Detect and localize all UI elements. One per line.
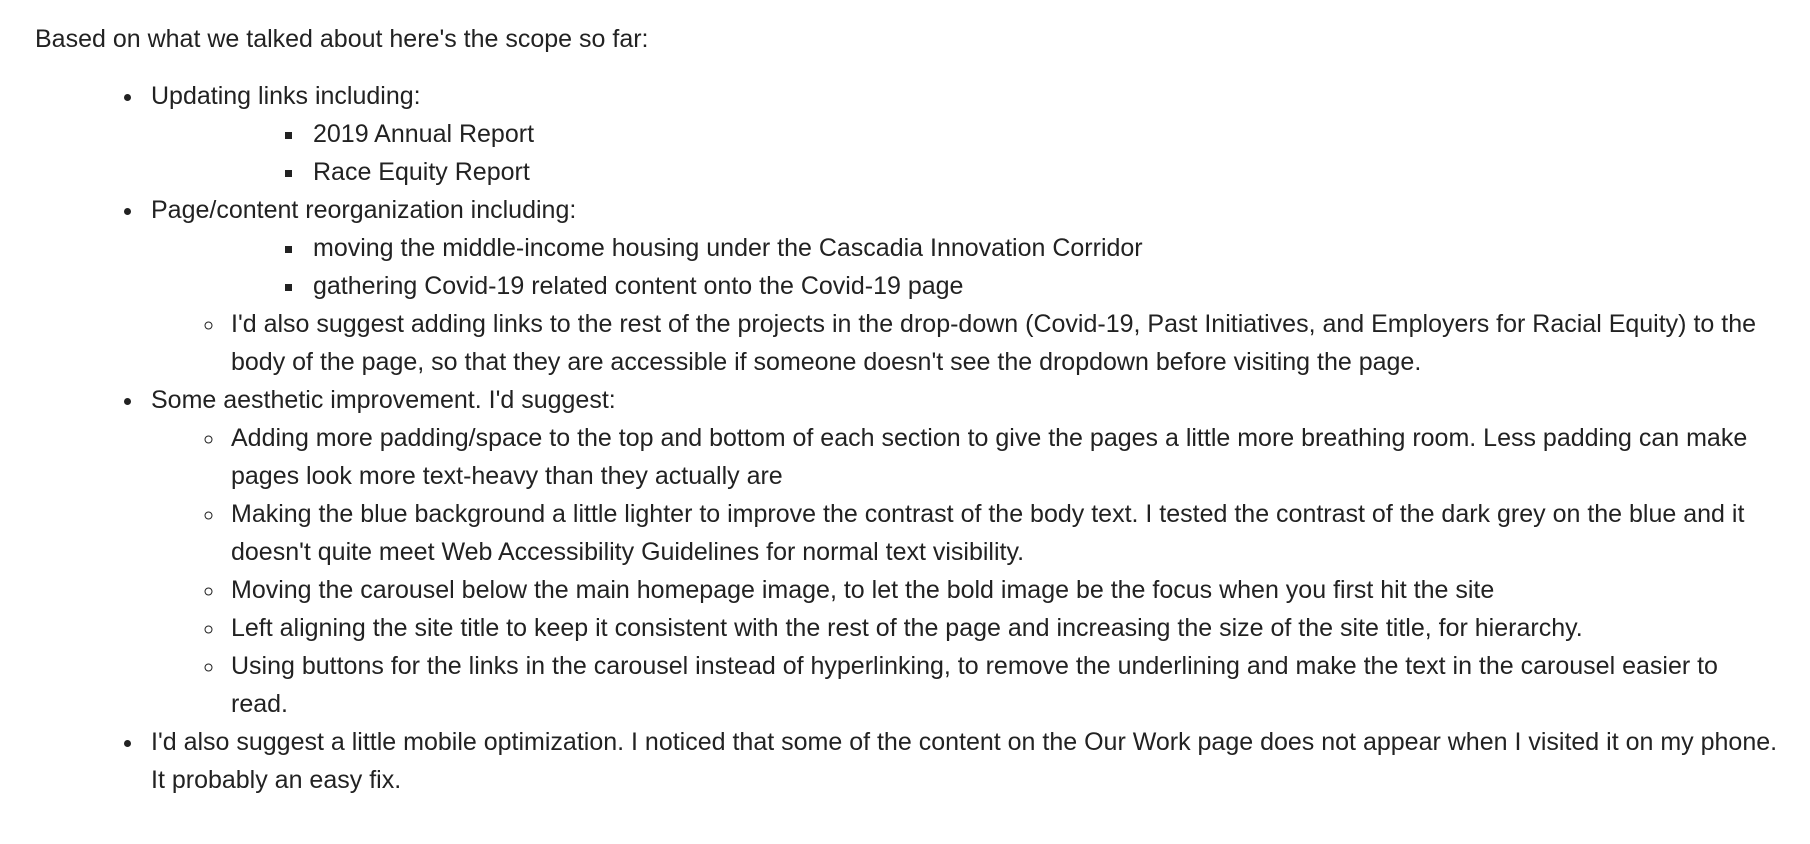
sub-list-reorganization bbox=[151, 229, 1780, 305]
list-item: ◦ I'd also suggest adding links to the rest of the projects in the drop-down (Covid-19, Past Initiatives, and Employers for Racial Equity) to the body of the page, so that they are accessible if someone doesn't see the dropdown before visiting the page. bbox=[226, 305, 1780, 381]
list-item-text: Some aesthetic improvement. I'd suggest: bbox=[151, 386, 616, 414]
list-item-text: Page/content reorganization including: bbox=[151, 196, 577, 224]
list-item-text: Updating links including: bbox=[151, 82, 421, 110]
list-item: ▪ Race Equity Report bbox=[306, 153, 1780, 191]
list-item-aesthetic bbox=[145, 381, 1780, 723]
list-item-updating-links bbox=[145, 77, 1780, 191]
list-item-text: I'd also suggest a little mobile optimization. I noticed that some of the content on the Our Work page does not appear when I visited it on my phone. It probably an easy fix. bbox=[151, 728, 1778, 794]
list-item: ▪ 2019 Annual Report bbox=[306, 115, 1780, 153]
scope-list bbox=[35, 77, 1780, 799]
list-item: ◦ Left aligning the site title to keep it consistent with the rest of the page and increasing the size of the site title, for hierarchy. bbox=[226, 609, 1780, 647]
sub-list-links bbox=[151, 115, 1780, 191]
list-item-mobile bbox=[145, 723, 1780, 799]
list-item: ▪ moving the middle-income housing under the Cascadia Innovation Corridor bbox=[306, 229, 1780, 267]
list-item: ◦ Moving the carousel below the main homepage image, to let the bold image be the focus when you first hit the site bbox=[226, 571, 1780, 609]
list-item: ◦ Adding more padding/space to the top and bottom of each section to give the pages a little more breathing room. Less padding can make pages look more text-heavy than they actually are bbox=[226, 419, 1780, 495]
list-item: ▪ gathering Covid-19 related content onto the Covid-19 page bbox=[306, 267, 1780, 305]
sub-list-aesthetic bbox=[151, 419, 1780, 723]
intro-paragraph: Based on what we talked about here's the scope so far: bbox=[35, 25, 649, 53]
list-item: ◦ Using buttons for the links in the carousel instead of hyperlinking, to remove the underlining and make the text in the carousel easier to read. bbox=[226, 647, 1780, 723]
sub-list-reorganization-notes bbox=[151, 305, 1780, 381]
list-item: ◦ Making the blue background a little lighter to improve the contrast of the body text. I tested the contrast of the dark grey on the blue and it doesn't quite meet Web Accessibility Guidelines for normal text visibility. bbox=[226, 495, 1780, 571]
nested-list bbox=[151, 229, 1780, 305]
nested-list bbox=[151, 115, 1780, 191]
list-item-reorganization bbox=[145, 191, 1780, 381]
